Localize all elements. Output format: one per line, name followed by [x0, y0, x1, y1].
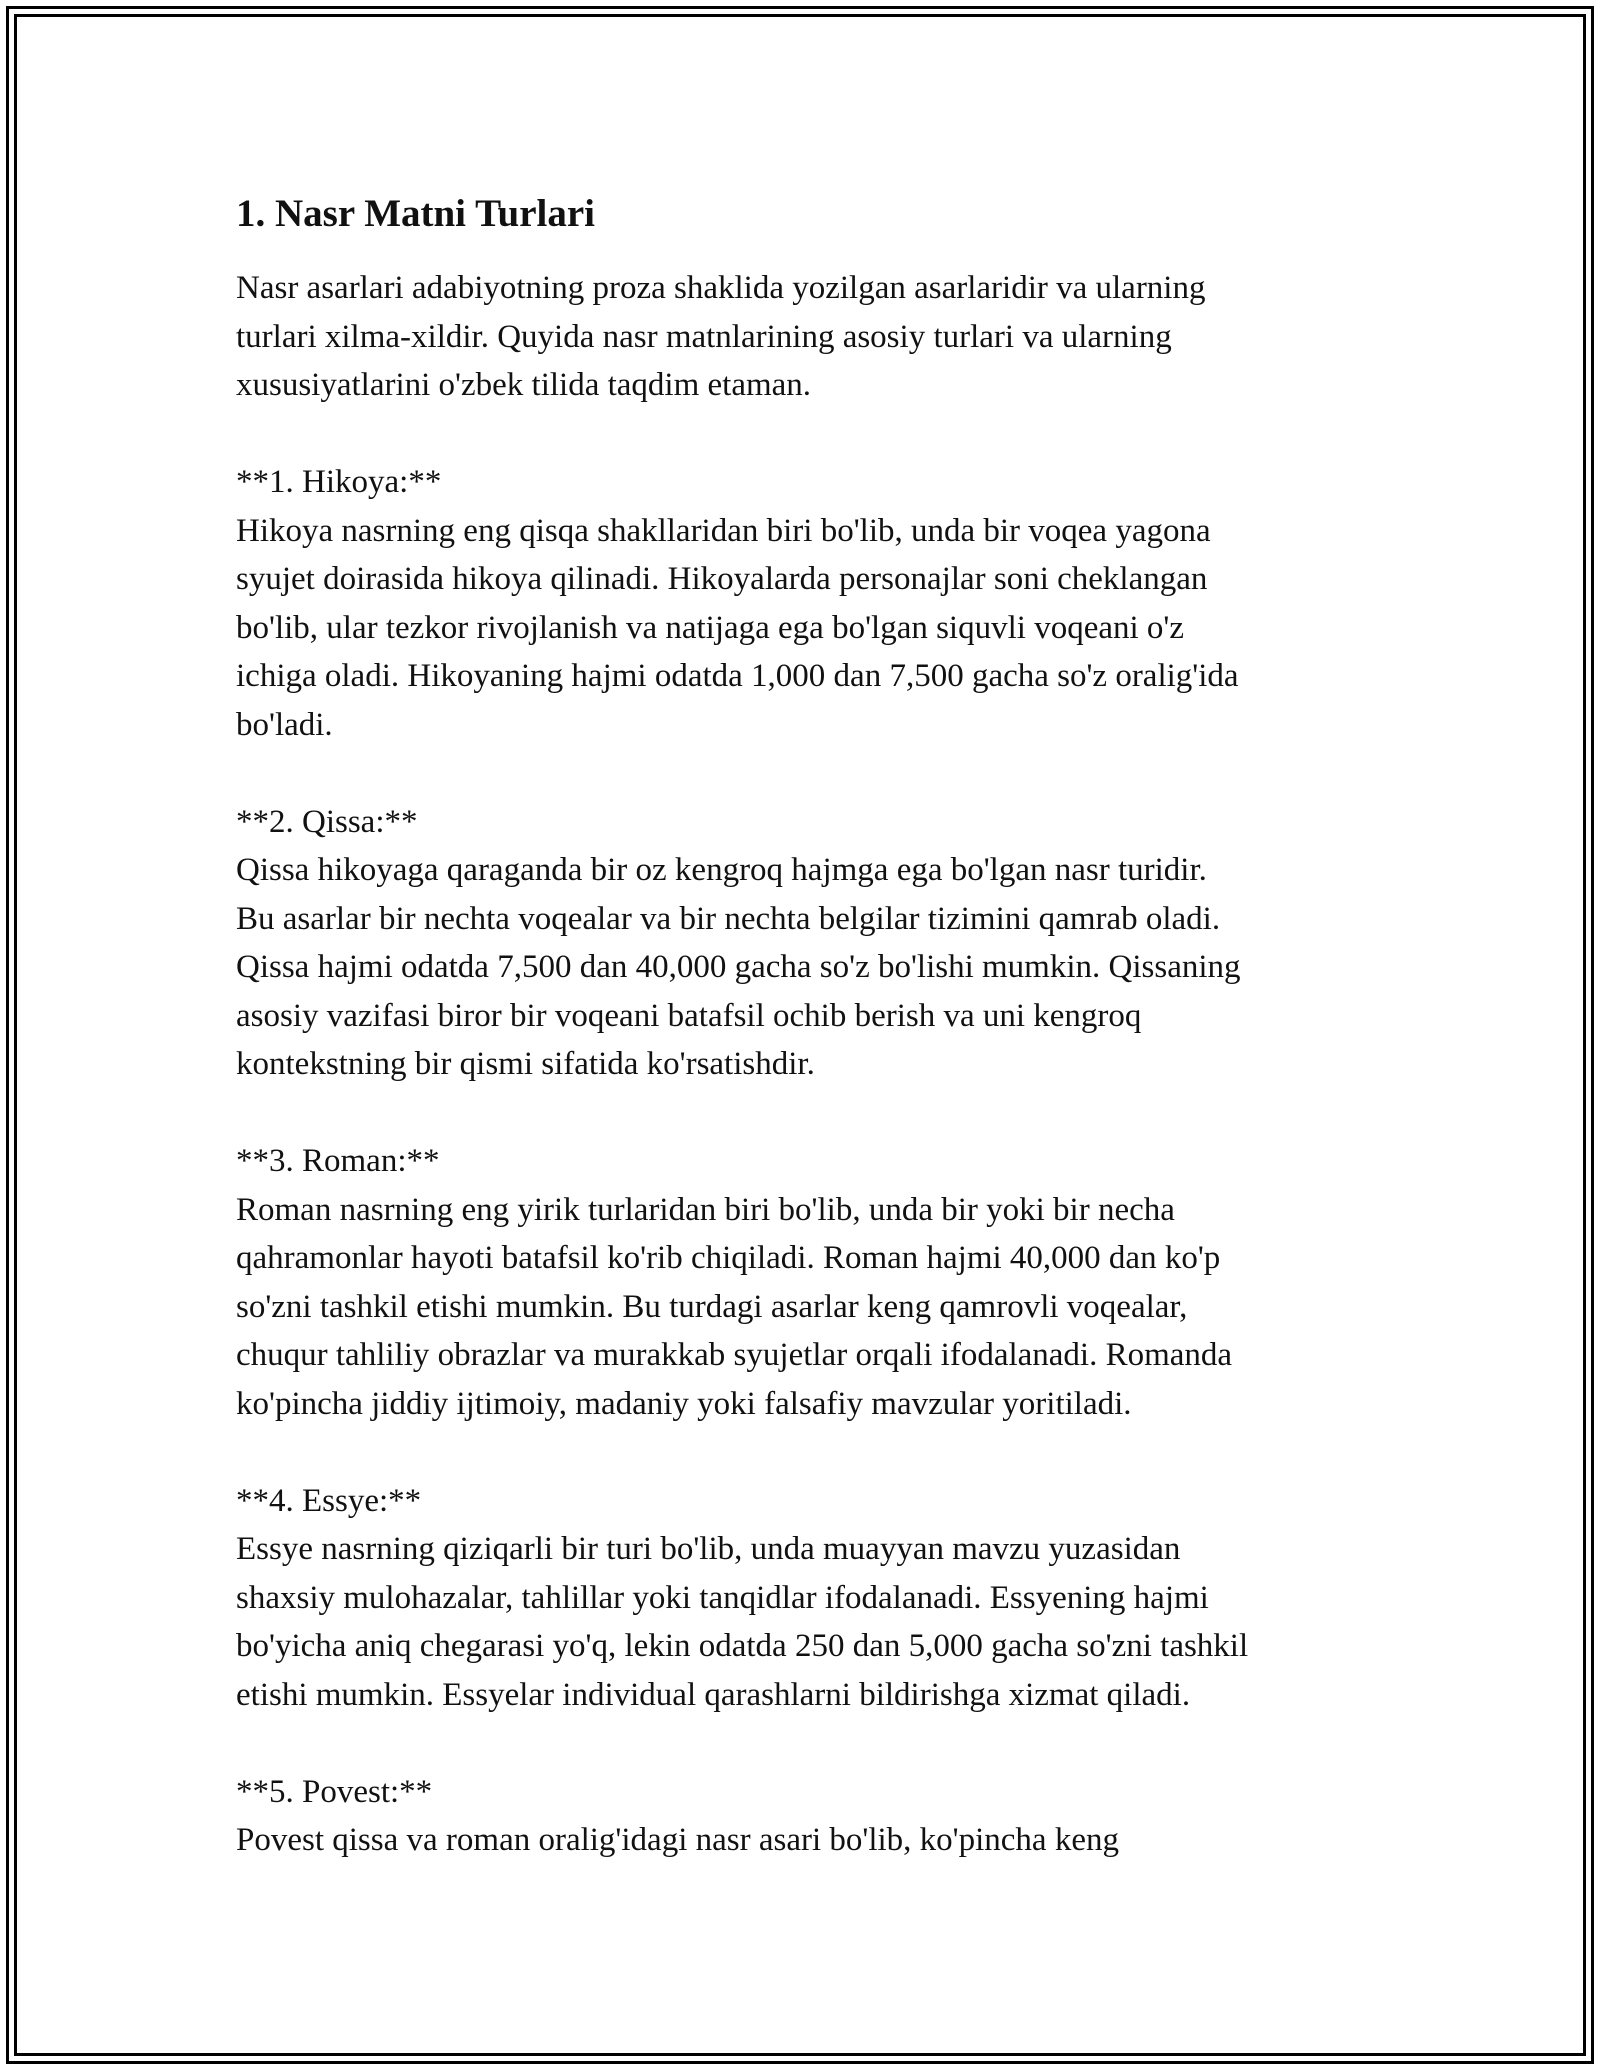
- section-heading: **2. Qissa:**: [236, 803, 418, 840]
- section-roman: [236, 1137, 1376, 1428]
- section-body: Hikoya nasrning eng qisqa shakllaridan biri bo'lib, unda bir voqea yagona syujet doirasida hikoya qilinadi. Hikoyalarda personajlar soni cheklangan bo'lib, ular tezkor rivojlanish va natijaga ega bo'lgan siquvli voqeani o'z ichiga oladi. Hikoyaning hajmi odatda 1,000 dan 7,500 gacha so'z oralig'ida bo'ladi.: [236, 512, 1239, 743]
- section-qissa: [236, 798, 1376, 1089]
- section-heading: **5. Povest:**: [236, 1773, 433, 1810]
- section-povest: [236, 1768, 1376, 1865]
- section-hikoya: [236, 458, 1376, 749]
- section-heading: **3. Roman:**: [236, 1143, 440, 1179]
- section-body: Essye nasrning qiziqarli bir turi bo'lib, unda muayyan mavzu yuzasidan shaxsiy mulohazalar, tahlillar yoki tanqidlar ifodalanadi. Essyening hajmi bo'yicha aniq chegarasi yo'q, lekin odatda 250 dan 5,000 gacha so'zni tashkil etishi mumkin. Essyelar individual qarashlarni bildirishga xizmat qiladi.: [236, 1531, 1249, 1713]
- section-body: Roman nasrning eng yirik turlaridan biri bo'lib, unda bir yoki bir necha qahramonlar hayoti batafsil ko'rib chiqiladi. Roman hajmi 40,000 dan ko'p so'zni tashkil etishi mumkin. Bu turdagi asarlar keng qamrovli voqealar, chuqur tahliliy obrazlar va murakkab syujetlar orqali ifodalanadi. Romanda ko'pincha jiddiy ijtimoiy, madaniy yoki falsafiy mavzular yoritiladi.: [236, 1191, 1233, 1422]
- section-body: Qissa hikoyaga qaraganda bir oz kengroq hajmga ega bo'lgan nasr turidir. Bu asarlar bir nechta voqealar va bir nechta belgilar tizimini qamrab oladi. Qissa hajmi odatda 7,500 dan 40,000 gacha so'z bo'lishi mumkin. Qissaning asosiy vazifasi biror bir voqeani batafsil ochib berish va uni kengroq kontekstning bir qismi sifatida ko'rsatishdir.: [236, 852, 1241, 1082]
- intro-paragraph: Nasr asarlari adabiyotning proza shaklida yozilgan asarlaridir va ularning turlari xilma-xildir. Quyida nasr matnlarining asosiy turlari va ularning xususiyatlarini o'zbek tilida taqdim etaman.: [236, 270, 1206, 403]
- section-heading: **4. Essye:**: [236, 1482, 422, 1519]
- section-heading: **1. Hikoya:**: [236, 464, 442, 500]
- document-title: 1. Nasr Matni Turlari: [236, 192, 595, 235]
- section-body: Povest qissa va roman oralig'idagi nasr asari bo'lib, ko'pincha keng: [236, 1822, 1119, 1858]
- document-content: [236, 188, 1376, 1865]
- section-essye: [236, 1477, 1376, 1720]
